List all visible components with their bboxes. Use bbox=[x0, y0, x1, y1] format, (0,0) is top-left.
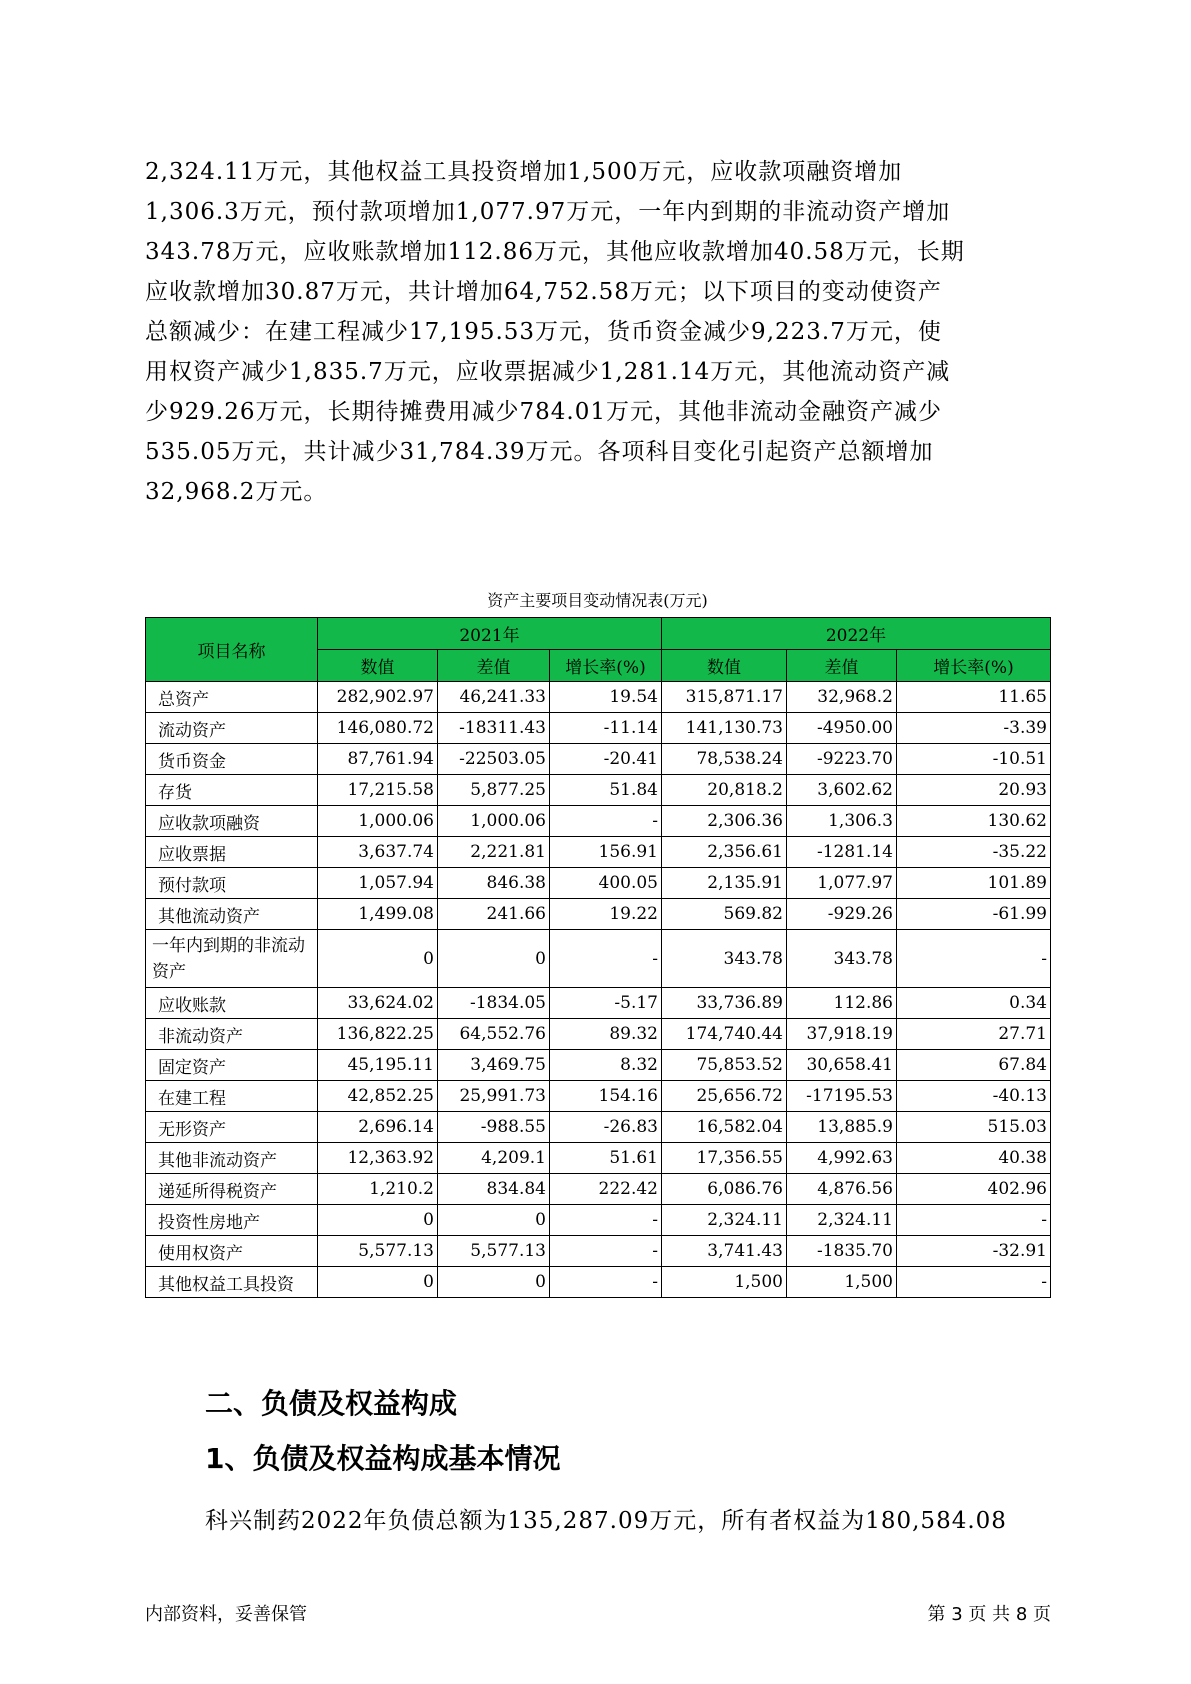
assets-change-table bbox=[145, 617, 1051, 1298]
row-label: 预付款项 bbox=[146, 868, 318, 899]
table-row bbox=[146, 713, 1051, 744]
intro-line: 343.78万元，应收账款增加112.86万元，其他应收款增加40.58万元，长期 bbox=[145, 239, 965, 265]
cell-value: 0 bbox=[318, 1267, 438, 1298]
cell-value: 5,577.13 bbox=[438, 1236, 550, 1267]
cell-value: 4,992.63 bbox=[787, 1143, 897, 1174]
table-caption: 资产主要项目变动情况表(万元) bbox=[487, 591, 708, 610]
cell-value: -20.41 bbox=[550, 744, 662, 775]
cell-value: 343.78 bbox=[662, 930, 787, 988]
cell-value: 174,740.44 bbox=[662, 1019, 787, 1050]
row-label: 一年内到期的非流动资产 bbox=[146, 930, 318, 988]
cell-value: 1,057.94 bbox=[318, 868, 438, 899]
table-row bbox=[146, 744, 1051, 775]
cell-value: 1,210.2 bbox=[318, 1174, 438, 1205]
cell-value: - bbox=[550, 806, 662, 837]
cell-value: 343.78 bbox=[787, 930, 897, 988]
cell-value: -40.13 bbox=[897, 1081, 1051, 1112]
cell-value: 1,499.08 bbox=[318, 899, 438, 930]
cell-value: 16,582.04 bbox=[662, 1112, 787, 1143]
cell-value: 156.91 bbox=[550, 837, 662, 868]
intro-line: 32,968.2万元。 bbox=[145, 479, 328, 505]
item-name-header: 项目名称 bbox=[146, 618, 318, 682]
row-label: 总资产 bbox=[146, 682, 318, 713]
cell-value: -11.14 bbox=[550, 713, 662, 744]
cell-value: 2,356.61 bbox=[662, 837, 787, 868]
cell-value: 5,577.13 bbox=[318, 1236, 438, 1267]
cell-value: 37,918.19 bbox=[787, 1019, 897, 1050]
cell-value: 402.96 bbox=[897, 1174, 1051, 1205]
cell-value: 2,221.81 bbox=[438, 837, 550, 868]
cell-value: 3,741.43 bbox=[662, 1236, 787, 1267]
footer-page-number: 第 3 页 共 8 页 bbox=[927, 1604, 1051, 1625]
cell-value: 2,324.11 bbox=[787, 1205, 897, 1236]
table-row bbox=[146, 837, 1051, 868]
cell-value: 17,215.58 bbox=[318, 775, 438, 806]
cell-value: 33,624.02 bbox=[318, 988, 438, 1019]
intro-line: 用权资产减少1,835.7万元，应收票据减少1,281.14万元，其他流动资产减 bbox=[145, 359, 951, 385]
cell-value: -22503.05 bbox=[438, 744, 550, 775]
cell-value: 222.42 bbox=[550, 1174, 662, 1205]
table-row bbox=[146, 682, 1051, 713]
cell-value: 42,852.25 bbox=[318, 1081, 438, 1112]
cell-value: 6,086.76 bbox=[662, 1174, 787, 1205]
cell-value: -3.39 bbox=[897, 713, 1051, 744]
cell-value: 33,736.89 bbox=[662, 988, 787, 1019]
cell-value: - bbox=[897, 930, 1051, 988]
intro-paragraph bbox=[145, 152, 1050, 512]
cell-value: 8.32 bbox=[550, 1050, 662, 1081]
cell-value: -988.55 bbox=[438, 1112, 550, 1143]
intro-line: 2,324.11万元，其他权益工具投资增加1,500万元，应收款项融资增加 bbox=[145, 159, 903, 185]
cell-value: 25,656.72 bbox=[662, 1081, 787, 1112]
cell-value: 4,209.1 bbox=[438, 1143, 550, 1174]
cell-value: 25,991.73 bbox=[438, 1081, 550, 1112]
cell-value: 45,195.11 bbox=[318, 1050, 438, 1081]
cell-value: 0 bbox=[438, 1267, 550, 1298]
cell-value: 75,853.52 bbox=[662, 1050, 787, 1081]
cell-value: 400.05 bbox=[550, 868, 662, 899]
cell-value: 0 bbox=[318, 930, 438, 988]
cell-value: 2,306.36 bbox=[662, 806, 787, 837]
cell-value: -32.91 bbox=[897, 1236, 1051, 1267]
footer-confidential-note: 内部资料，妥善保管 bbox=[145, 1604, 307, 1625]
subheader-growth-2022: 增长率(%) bbox=[897, 650, 1051, 682]
body-paragraph: 科兴制药2022年负债总额为135,287.09万元，所有者权益为180,584.08 bbox=[205, 1508, 1007, 1534]
cell-value: 19.22 bbox=[550, 899, 662, 930]
subheader-value-2022: 数值 bbox=[662, 650, 787, 682]
intro-line: 1,306.3万元，预付款项增加1,077.97万元，一年内到期的非流动资产增加 bbox=[145, 199, 951, 225]
cell-value: 569.82 bbox=[662, 899, 787, 930]
intro-line: 535.05万元，共计减少31,784.39万元。各项科目变化引起资产总额增加 bbox=[145, 439, 934, 465]
table-row bbox=[146, 1267, 1051, 1298]
cell-value: 51.61 bbox=[550, 1143, 662, 1174]
table-row bbox=[146, 806, 1051, 837]
row-label: 其他流动资产 bbox=[146, 899, 318, 930]
cell-value: -4950.00 bbox=[787, 713, 897, 744]
cell-value: 0 bbox=[438, 1205, 550, 1236]
cell-value: 2,696.14 bbox=[318, 1112, 438, 1143]
cell-value: 2,324.11 bbox=[662, 1205, 787, 1236]
cell-value: 112.86 bbox=[787, 988, 897, 1019]
cell-value: - bbox=[550, 1267, 662, 1298]
cell-value: -1834.05 bbox=[438, 988, 550, 1019]
cell-value: 17,356.55 bbox=[662, 1143, 787, 1174]
cell-value: 1,306.3 bbox=[787, 806, 897, 837]
cell-value: -10.51 bbox=[897, 744, 1051, 775]
subheader-growth-2021: 增长率(%) bbox=[550, 650, 662, 682]
table-row bbox=[146, 1050, 1051, 1081]
cell-value: 46,241.33 bbox=[438, 682, 550, 713]
row-label: 应收账款 bbox=[146, 988, 318, 1019]
cell-value: - bbox=[550, 1236, 662, 1267]
table-row bbox=[146, 899, 1051, 930]
cell-value: 1,077.97 bbox=[787, 868, 897, 899]
table-row bbox=[146, 868, 1051, 899]
cell-value: 3,469.75 bbox=[438, 1050, 550, 1081]
subheader-diff-2022: 差值 bbox=[787, 650, 897, 682]
cell-value: -5.17 bbox=[550, 988, 662, 1019]
table-row bbox=[146, 1112, 1051, 1143]
subsection-heading: 1、负债及权益构成基本情况 bbox=[205, 1442, 561, 1475]
cell-value: -17195.53 bbox=[787, 1081, 897, 1112]
cell-value: 32,968.2 bbox=[787, 682, 897, 713]
section-heading: 二、负债及权益构成 bbox=[205, 1387, 458, 1420]
cell-value: 3,602.62 bbox=[787, 775, 897, 806]
cell-value: 11.65 bbox=[897, 682, 1051, 713]
cell-value: 20,818.2 bbox=[662, 775, 787, 806]
cell-value: 89.32 bbox=[550, 1019, 662, 1050]
cell-value: - bbox=[550, 930, 662, 988]
cell-value: 315,871.17 bbox=[662, 682, 787, 713]
cell-value: -35.22 bbox=[897, 837, 1051, 868]
cell-value: -1835.70 bbox=[787, 1236, 897, 1267]
cell-value: 30,658.41 bbox=[787, 1050, 897, 1081]
cell-value: -929.26 bbox=[787, 899, 897, 930]
intro-line: 应收款增加30.87万元，共计增加64,752.58万元；以下项目的变动使资产 bbox=[145, 279, 942, 305]
subheader-value-2021: 数值 bbox=[318, 650, 438, 682]
cell-value: 154.16 bbox=[550, 1081, 662, 1112]
cell-value: 101.89 bbox=[897, 868, 1051, 899]
table-row bbox=[146, 988, 1051, 1019]
cell-value: 13,885.9 bbox=[787, 1112, 897, 1143]
cell-value: - bbox=[897, 1267, 1051, 1298]
cell-value: 2,135.91 bbox=[662, 868, 787, 899]
cell-value: -1281.14 bbox=[787, 837, 897, 868]
row-label: 流动资产 bbox=[146, 713, 318, 744]
table-row bbox=[146, 1205, 1051, 1236]
cell-value: 1,500 bbox=[662, 1267, 787, 1298]
table-row bbox=[146, 1019, 1051, 1050]
row-label: 存货 bbox=[146, 775, 318, 806]
cell-value: 130.62 bbox=[897, 806, 1051, 837]
cell-value: 87,761.94 bbox=[318, 744, 438, 775]
cell-value: 40.38 bbox=[897, 1143, 1051, 1174]
year-2022-header: 2022年 bbox=[662, 618, 1051, 650]
table-row bbox=[146, 930, 1051, 988]
cell-value: 0.34 bbox=[897, 988, 1051, 1019]
cell-value: -18311.43 bbox=[438, 713, 550, 744]
row-label: 货币资金 bbox=[146, 744, 318, 775]
cell-value: 146,080.72 bbox=[318, 713, 438, 744]
row-label: 应收款项融资 bbox=[146, 806, 318, 837]
cell-value: 141,130.73 bbox=[662, 713, 787, 744]
table-header-row bbox=[146, 618, 1051, 650]
cell-value: 0 bbox=[318, 1205, 438, 1236]
cell-value: 136,822.25 bbox=[318, 1019, 438, 1050]
cell-value: 27.71 bbox=[897, 1019, 1051, 1050]
cell-value: 1,000.06 bbox=[438, 806, 550, 837]
row-label: 非流动资产 bbox=[146, 1019, 318, 1050]
table-row bbox=[146, 1236, 1051, 1267]
row-label: 使用权资产 bbox=[146, 1236, 318, 1267]
cell-value: 834.84 bbox=[438, 1174, 550, 1205]
intro-line: 总额减少：在建工程减少17,195.53万元，货币资金减少9,223.7万元，使 bbox=[145, 319, 942, 345]
cell-value: - bbox=[550, 1205, 662, 1236]
cell-value: 67.84 bbox=[897, 1050, 1051, 1081]
table-row bbox=[146, 1143, 1051, 1174]
cell-value: -26.83 bbox=[550, 1112, 662, 1143]
row-label: 投资性房地产 bbox=[146, 1205, 318, 1236]
cell-value: -9223.70 bbox=[787, 744, 897, 775]
table-row bbox=[146, 1081, 1051, 1112]
row-label: 应收票据 bbox=[146, 837, 318, 868]
cell-value: 282,902.97 bbox=[318, 682, 438, 713]
cell-value: -61.99 bbox=[897, 899, 1051, 930]
row-label: 无形资产 bbox=[146, 1112, 318, 1143]
cell-value: 5,877.25 bbox=[438, 775, 550, 806]
table-row bbox=[146, 775, 1051, 806]
cell-value: 0 bbox=[438, 930, 550, 988]
cell-value: 1,000.06 bbox=[318, 806, 438, 837]
intro-line: 少929.26万元，长期待摊费用减少784.01万元，其他非流动金融资产减少 bbox=[145, 399, 942, 425]
cell-value: 51.84 bbox=[550, 775, 662, 806]
cell-value: 12,363.92 bbox=[318, 1143, 438, 1174]
cell-value: 78,538.24 bbox=[662, 744, 787, 775]
cell-value: 3,637.74 bbox=[318, 837, 438, 868]
table-row bbox=[146, 1174, 1051, 1205]
cell-value: 241.66 bbox=[438, 899, 550, 930]
cell-value: 515.03 bbox=[897, 1112, 1051, 1143]
cell-value: 1,500 bbox=[787, 1267, 897, 1298]
cell-value: 19.54 bbox=[550, 682, 662, 713]
year-2021-header: 2021年 bbox=[318, 618, 662, 650]
cell-value: - bbox=[897, 1205, 1051, 1236]
row-label: 固定资产 bbox=[146, 1050, 318, 1081]
cell-value: 64,552.76 bbox=[438, 1019, 550, 1050]
cell-value: 4,876.56 bbox=[787, 1174, 897, 1205]
row-label: 其他非流动资产 bbox=[146, 1143, 318, 1174]
cell-value: 20.93 bbox=[897, 775, 1051, 806]
row-label: 在建工程 bbox=[146, 1081, 318, 1112]
cell-value: 846.38 bbox=[438, 868, 550, 899]
subheader-diff-2021: 差值 bbox=[438, 650, 550, 682]
row-label: 其他权益工具投资 bbox=[146, 1267, 318, 1298]
row-label: 递延所得税资产 bbox=[146, 1174, 318, 1205]
